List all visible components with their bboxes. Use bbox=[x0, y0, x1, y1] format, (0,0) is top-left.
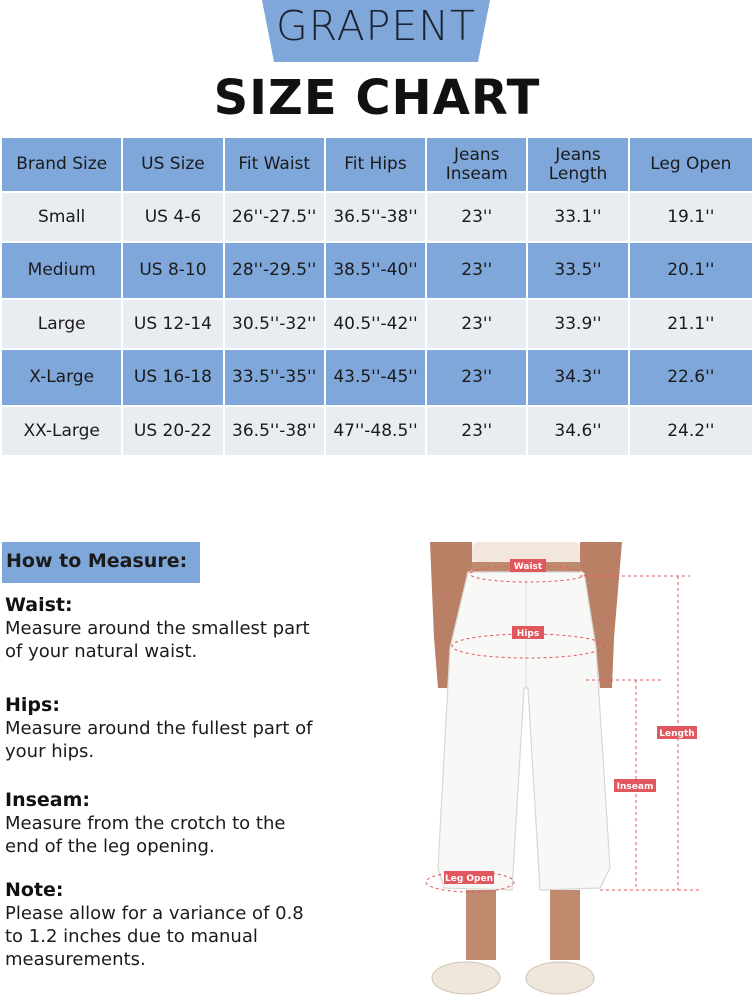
table-cell: 34.3'' bbox=[528, 350, 627, 405]
table-cell: 38.5''-40'' bbox=[326, 243, 425, 298]
measure-heading: Note: bbox=[5, 879, 64, 901]
right-leg bbox=[550, 890, 580, 960]
table-cell: 19.1'' bbox=[630, 193, 752, 241]
table-cell: 34.6'' bbox=[528, 407, 627, 455]
header-fit-waist: Fit Waist bbox=[225, 138, 324, 191]
measure-text: Measure from the crotch to the end of the leg opening. bbox=[5, 813, 286, 857]
white-pants bbox=[438, 572, 610, 890]
header-jeans-inseam: Jeans Inseam bbox=[427, 138, 526, 191]
table-cell: 23'' bbox=[427, 193, 526, 241]
measure-heading: Waist: bbox=[5, 594, 73, 616]
hips-label: Hips bbox=[516, 629, 540, 639]
how-to-measure-text: How to Measure: bbox=[6, 550, 188, 572]
inseam-label: Inseam bbox=[616, 782, 654, 792]
table-cell: Small bbox=[2, 193, 121, 241]
table-cell: 22.6'' bbox=[630, 350, 752, 405]
brand-logo: GRAPENT bbox=[276, 2, 476, 50]
header-leg-open: Leg Open bbox=[630, 138, 752, 191]
table-row bbox=[2, 350, 752, 405]
measure-item-note bbox=[5, 878, 315, 971]
measure-heading: Hips: bbox=[5, 694, 60, 716]
table-cell: 30.5''-32'' bbox=[225, 300, 324, 348]
header-brand-size: Brand Size bbox=[2, 138, 121, 191]
table-cell: 21.1'' bbox=[630, 300, 752, 348]
table-header-row bbox=[2, 138, 752, 191]
table-cell: US 8-10 bbox=[123, 243, 222, 298]
table-cell: X-Large bbox=[2, 350, 121, 405]
table-cell: US 4-6 bbox=[123, 193, 222, 241]
table-cell: US 20-22 bbox=[123, 407, 222, 455]
leg-open-label: Leg Open bbox=[444, 874, 494, 884]
measure-item-waist bbox=[5, 593, 315, 663]
table-cell: 26''-27.5'' bbox=[225, 193, 324, 241]
table-cell: 47''-48.5'' bbox=[326, 407, 425, 455]
table-cell: 20.1'' bbox=[630, 243, 752, 298]
length-label: Length bbox=[659, 729, 695, 739]
how-to-measure-label bbox=[2, 542, 200, 583]
table-cell: 36.5''-38'' bbox=[225, 407, 324, 455]
measure-item-inseam bbox=[5, 788, 315, 858]
table-cell: 23'' bbox=[427, 243, 526, 298]
table-cell: XX-Large bbox=[2, 407, 121, 455]
header-us-size: US Size bbox=[123, 138, 222, 191]
measure-heading: Inseam: bbox=[5, 789, 91, 811]
size-chart-table bbox=[0, 136, 754, 457]
right-sandal bbox=[526, 962, 594, 994]
table-row bbox=[2, 407, 752, 455]
brand-tab bbox=[262, 0, 490, 62]
measure-text: Measure around the fullest part of your hips. bbox=[5, 718, 313, 762]
left-sandal bbox=[432, 962, 500, 994]
waist-label: Waist bbox=[513, 562, 543, 572]
table-row bbox=[2, 243, 752, 298]
table-cell: 33.5'' bbox=[528, 243, 627, 298]
header-jeans-length: Jeans Length bbox=[528, 138, 627, 191]
page-title: SIZE CHART bbox=[213, 70, 541, 126]
left-leg bbox=[466, 890, 496, 960]
table-cell: Large bbox=[2, 300, 121, 348]
table-cell: 43.5''-45'' bbox=[326, 350, 425, 405]
table-cell: 28''-29.5'' bbox=[225, 243, 324, 298]
table-cell: 23'' bbox=[427, 350, 526, 405]
table-cell: 24.2'' bbox=[630, 407, 752, 455]
table-cell: 33.9'' bbox=[528, 300, 627, 348]
table-cell: 23'' bbox=[427, 300, 526, 348]
table-cell: US 16-18 bbox=[123, 350, 222, 405]
table-row bbox=[2, 193, 752, 241]
table-cell: 23'' bbox=[427, 407, 526, 455]
measure-text: Measure around the smallest part of your natural waist. bbox=[5, 618, 310, 662]
table-row bbox=[2, 300, 752, 348]
pants-measurement-diagram bbox=[400, 538, 754, 1000]
table-cell: 33.5''-35'' bbox=[225, 350, 324, 405]
measure-item-hips bbox=[5, 693, 315, 763]
table-cell: 36.5''-38'' bbox=[326, 193, 425, 241]
table-cell: 33.1'' bbox=[528, 193, 627, 241]
header-fit-hips: Fit Hips bbox=[326, 138, 425, 191]
table-cell: Medium bbox=[2, 243, 121, 298]
table-cell: 40.5''-42'' bbox=[326, 300, 425, 348]
measure-text: Please allow for a variance of 0.8 to 1.2 inches due to manual measurements. bbox=[5, 903, 304, 970]
table-cell: US 12-14 bbox=[123, 300, 222, 348]
